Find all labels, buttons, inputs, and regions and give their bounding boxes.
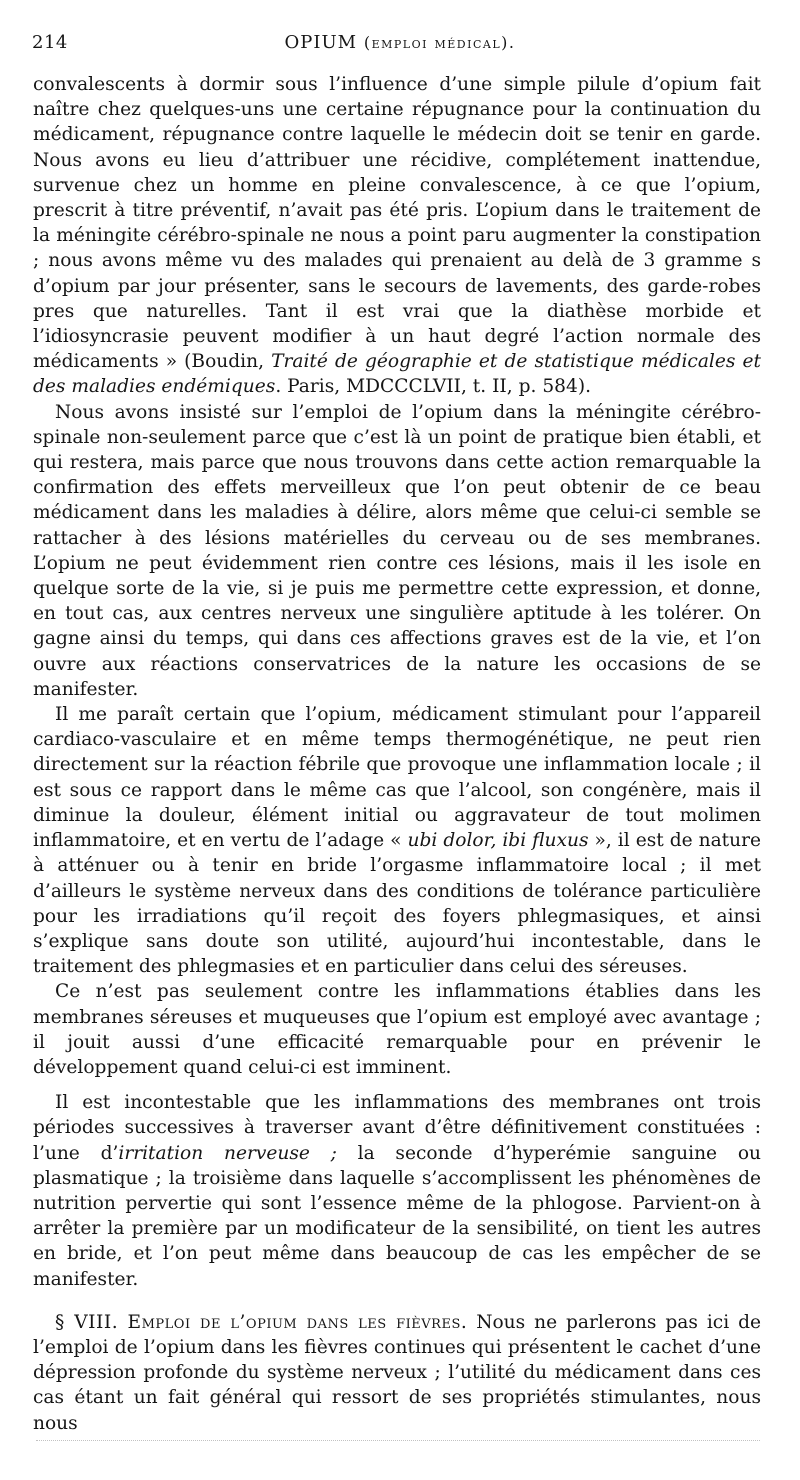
paragraph-1-text: convalescents à dormir sous l’influence d’une simple pilule d’opium fait naître chez quelques-uns une certaine répugnance pour la continuation du médicament, répugnance contre laquelle le médecin doit se tenir en garde. Nous avons eu lieu d’attribuer une récidive, complétement inattendue, survenue chez un homme en pleine convalescence, à ce que l’opium, prescrit à titre préventif, n’avait pas été pris. L’opium dans le traitement de la méningite cérébro-spinale ne nous a point paru augmenter la constipation ; nous avons même vu des malades qui prenaient au delà de 3 gramme s d’opium par jour présenter, sans le secours de lavements, des garde-robes pres que naturelles. Tant il est vrai que la diathèse morbide et l’idiosyncrasie peuvent modifier à un haut degré l’action normale des médicaments » (Boudin, (33, 74, 761, 373)
page-header (30, 28, 770, 58)
latin-adage: ubi dolor, ibi fluxus (407, 830, 589, 852)
body-text (33, 72, 761, 1436)
paragraph-3-text: Il me paraît certain que l’opium, médicament stimulant pour l’appareil cardiaco-vasculaire et en même temps thermogénétique, ne peut rien directement sur la réaction fébrile que provoque une inflammation locale ; il est sous ce rapport dans le même cas que l’alcool, son congénère, mais il diminue la douleur, élément initial ou aggravateur de tout molimen inflammatoire, et en vertu de l’adage « (33, 704, 761, 852)
paragraph-4-text: Ce n’est pas seulement contre les inflammations établies dans les membranes séreuses et muqueuses que l’opium est employé avec avantage ; il jouit aussi d’une efficacité remarquable pour en prévenir le développement quand celui-ci est imminent. (33, 981, 761, 1078)
paragraph-6-text: Nous ne parlerons pas ici de l’emploi de l’opium dans les fièvres continues qui présentent le cachet d’une dépression profonde du système nerveux ; l’utilité du médicament dans ces cas étant un fait général qui ressort de ses propriétés stimulantes, nous nous (33, 1311, 761, 1434)
section-heading: § VIII. Emploi de l’opium dans les fièvres. (55, 1311, 468, 1333)
paragraph-1-end: . Paris, MDCCCLVII, t. II, p. 584). (275, 376, 591, 398)
running-title-sub: (emploi médical). (363, 33, 516, 52)
paragraph-6 (33, 1310, 761, 1436)
paragraph-3 (33, 702, 761, 979)
paragraph-5-text: Il est incontestable que les inflammations des membranes ont trois périodes successives à traverser avant d’être définitivement constituées : l’une d’ (33, 1092, 761, 1164)
paragraph-3-end: », il est de nature à atténuer ou à tenir en bride l’orgasme inflammatoire local ; il met d’ailleurs le système nerveux dans des conditions de tolérance particulière pour les irradiations qu’il reçoit des foyers phlegmasiques, et ainsi s’explique sans doute son utilité, aujourd’hui incontestable, dans le traitement des phlegmasies et en particulier dans celui des séreuses. (33, 830, 761, 978)
paragraph-2-text: Nous avons insisté sur l’emploi de l’opium dans la méningite cérébro-spinale non-seulement parce que c’est là un point de pratique bien établi, et qui restera, mais parce que nous trouvons dans cette action remarquable la confirmation des effets merveilleux que l’on peut obtenir de ce beau médicament dans les maladies à délire, alors même que celui-ci semble se rattacher à des lésions matérielles du cerveau ou de ses membranes. L’opium ne peut évidemment rien contre ces lésions, mais il les isole en quelque sorte de la vie, si je puis me permettre cette expression, et donne, en tout cas, aux centres nerveux une singulière aptitude à les tolérer. On gagne ainsi du temps, qui dans ces affections graves est de la vie, et l’on ouvre aux réactions conservatrices de la nature les occasions de se manifester. (33, 401, 761, 700)
running-title (30, 32, 770, 53)
book-title-citation: Traité de géographie et de statistique médicales et des maladies endémiques (33, 351, 761, 398)
footer-rule (36, 1440, 760, 1441)
page-number: 214 (32, 32, 68, 53)
paragraph-2 (33, 400, 761, 702)
irritation-term: irritation nerveuse ; (118, 1142, 337, 1164)
paragraph-4 (33, 979, 761, 1080)
paragraph-1 (33, 72, 761, 400)
running-title-main: OPIUM (284, 32, 358, 53)
paragraph-5 (33, 1090, 761, 1292)
paragraph-5-end: la seconde d’hyperémie sanguine ou plasmatique ; la troisième dans laquelle s’accomplissent les phénomènes de nutrition pervertie qui sont l’essence même de la phlogose. Parvient-on à arrêter la première par un modificateur de la sensibilité, on tient les autres en bride, et l’on peut même dans beaucoup de cas les empêcher de se manifester. (33, 1142, 761, 1290)
